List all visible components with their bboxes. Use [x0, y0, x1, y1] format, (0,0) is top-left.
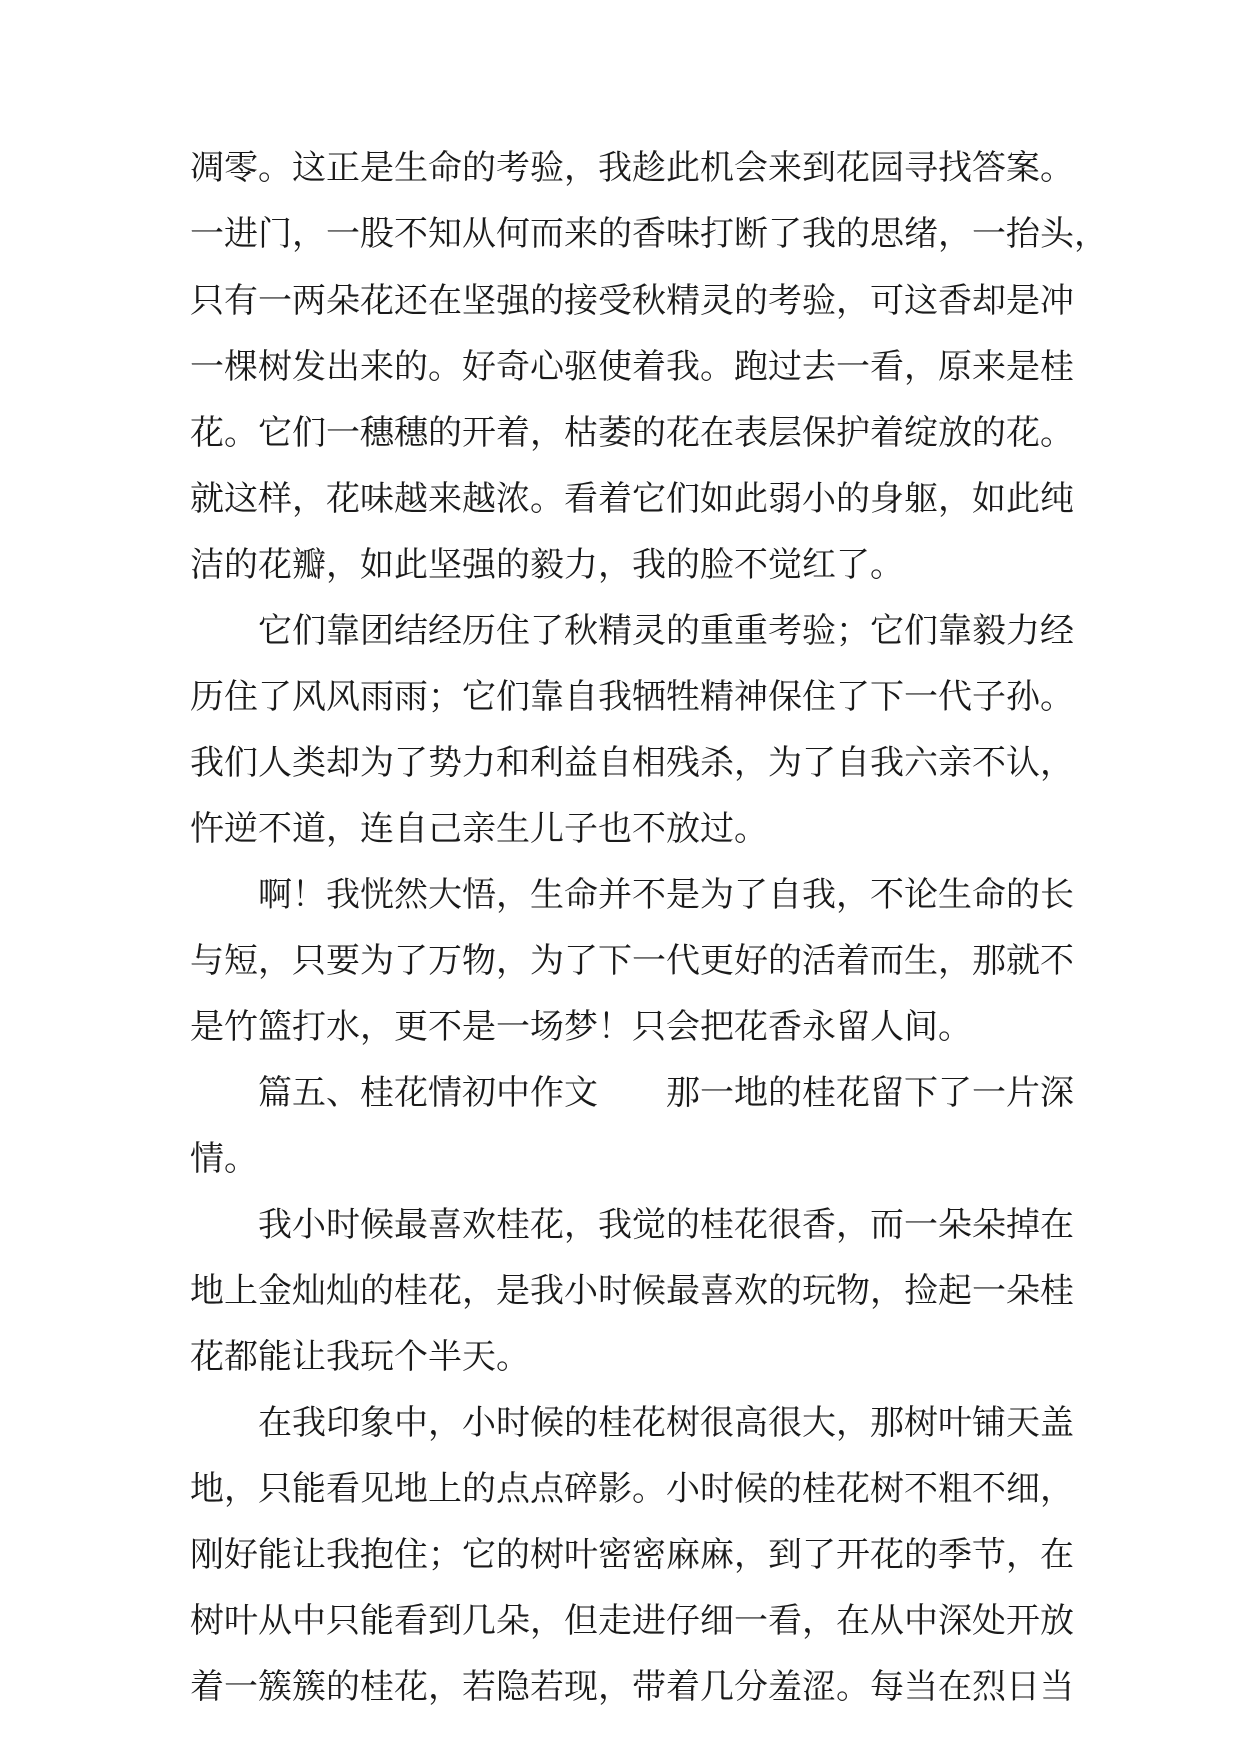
- text-line: 地上金灿灿的桂花，是我小时候最喜欢的玩物，捡起一朵桂: [190, 1271, 1074, 1311]
- paragraph-first-line: 在我印象中，小时候的桂花树很高很大，那树叶铺天盖: [258, 1403, 1074, 1443]
- paragraph-first-line: 它们靠团结经历住了秋精灵的重重考验；它们靠毅力经: [258, 611, 1074, 651]
- section-heading-line: 篇五、桂花情初中作文 那一地的桂花留下了一片深: [258, 1073, 1074, 1113]
- text-line: 树叶从中只能看到几朵，但走进仔细一看，在从中深处开放: [190, 1601, 1074, 1641]
- text-line: 花都能让我玩个半天。: [190, 1337, 530, 1377]
- text-line: 地，只能看见地上的点点碎影。小时候的桂花树不粗不细，: [190, 1469, 1074, 1509]
- text-line: 只有一两朵花还在坚强的接受秋精灵的考验，可这香却是冲: [190, 281, 1074, 321]
- text-line: 刚好能让我抱住；它的树叶密密麻麻，到了开花的季节，在: [190, 1535, 1074, 1575]
- text-line: 忤逆不道，连自己亲生儿子也不放过。: [190, 809, 768, 849]
- text-line: 情。: [190, 1139, 258, 1179]
- paragraph-first-line: 我小时候最喜欢桂花，我觉的桂花很香，而一朵朵掉在: [258, 1205, 1074, 1245]
- text-line: 一进门，一股不知从何而来的香味打断了我的思绪，一抬头，: [190, 214, 1108, 254]
- text-line: 着一簇簇的桂花，若隐若现，带着几分羞涩。每当在烈日当: [190, 1667, 1074, 1707]
- text-line: 凋零。这正是生命的考验，我趁此机会来到花园寻找答案。: [190, 148, 1074, 188]
- text-line: 是竹篮打水，更不是一场梦！只会把花香永留人间。: [190, 1007, 972, 1047]
- text-line: 就这样，花味越来越浓。看着它们如此弱小的身躯，如此纯: [190, 479, 1074, 519]
- text-line: 一棵树发出来的。好奇心驱使着我。跑过去一看，原来是桂: [190, 347, 1074, 387]
- text-line: 我们人类却为了势力和利益自相残杀，为了自我六亲不认，: [190, 743, 1074, 783]
- text-line: 历住了风风雨雨；它们靠自我牺牲精神保住了下一代子孙。: [190, 677, 1074, 717]
- text-line: 洁的花瓣，如此坚强的毅力，我的脸不觉红了。: [190, 545, 904, 585]
- text-line: 与短，只要为了万物，为了下一代更好的活着而生，那就不: [190, 941, 1074, 981]
- paragraph-first-line: 啊！我恍然大悟，生命并不是为了自我，不论生命的长: [258, 875, 1074, 915]
- text-line: 花。它们一穗穗的开着，枯萎的花在表层保护着绽放的花。: [190, 413, 1074, 453]
